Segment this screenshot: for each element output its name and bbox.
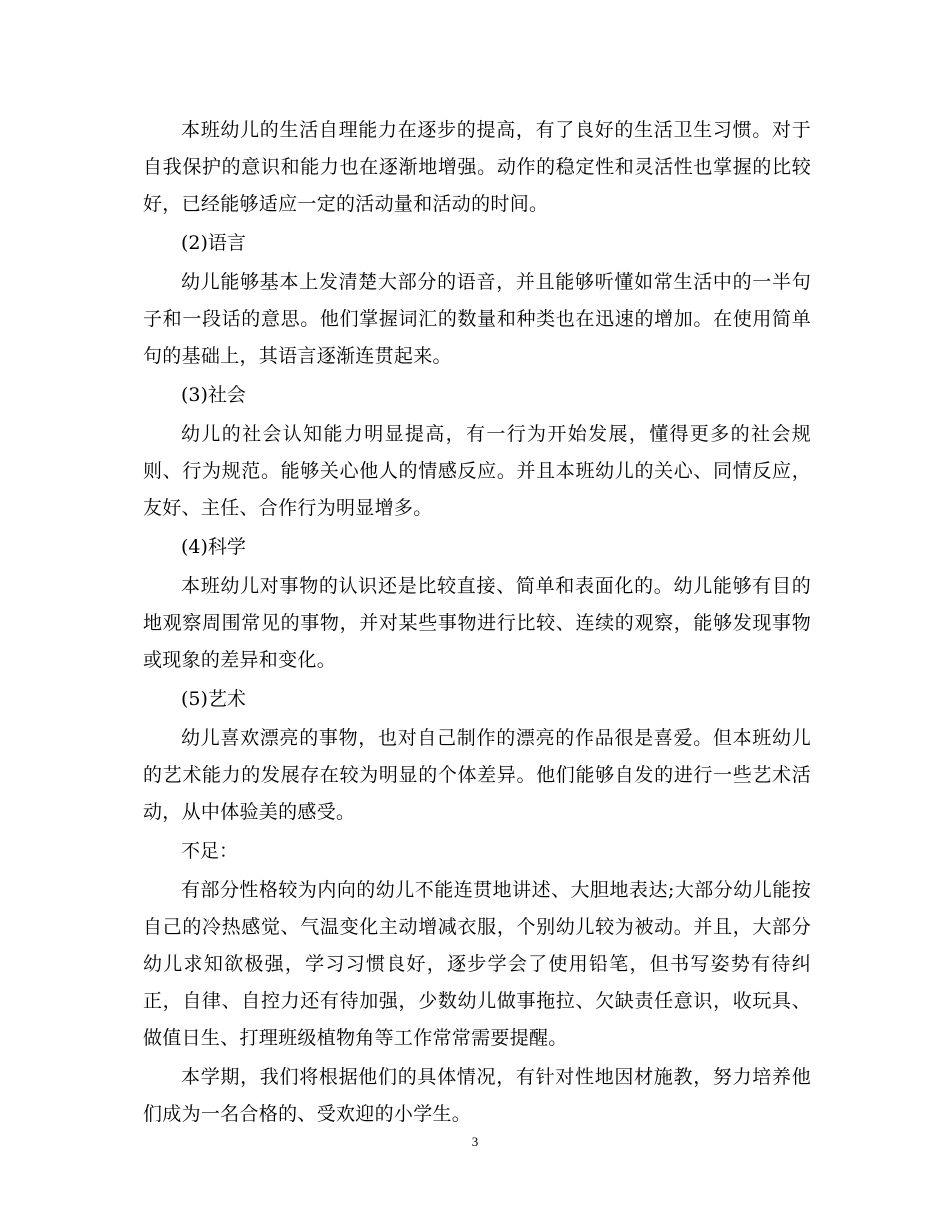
paragraph-shortcomings: 有部分性格较为内向的幼儿不能连贯地讲述、大胆地表达;大部分幼儿能按自己的冷热感觉、气温变化主动增减衣服，个别幼儿较为被动。并且，大部分幼儿求知欲极强，学习习惯良好，逐步学会了使用铅笔，但书写姿势有待纠正，自律、自控力还有待加强，少数幼儿做事拖拉、欠缺责任意识，收玩具、做值日生、打理班级植物角等工作常常需要提醒。 <box>143 879 811 1049</box>
document-body <box>143 112 811 1135</box>
paragraph-semester-plan: 本学期，我们将根据他们的具体情况，有针对性地因材施教，努力培养他们成为一名合格的、受欢迎的小学生。 <box>143 1066 811 1125</box>
heading-art: (5)艺术 <box>181 688 246 710</box>
heading-shortcomings: 不足： <box>181 840 239 862</box>
paragraph-science: 本班幼儿对事物的认识还是比较直接、简单和表面化的。幼儿能够有目的地观察周围常见的事物，并对某些事物进行比较、连续的观察，能够发现事物或现象的差异和变化。 <box>143 575 811 671</box>
paragraph-art: 幼儿喜欢漂亮的事物，也对自己制作的漂亮的作品很是喜爱。但本班幼儿的艺术能力的发展存在较为明显的个体差异。他们能够自发的进行一些艺术活动，从中体验美的感受。 <box>143 727 811 823</box>
heading-science: (4)科学 <box>181 536 246 558</box>
heading-society: (3)社会 <box>181 384 246 406</box>
paragraph-society: 幼儿的社会认知能力明显提高，有一行为开始发展，懂得更多的社会规则、行为规范。能够关心他人的情感反应。并且本班幼儿的关心、同情反应，友好、主任、合作行为明显增多。 <box>143 423 811 519</box>
heading-language: (2)语言 <box>181 232 246 254</box>
paragraph-language: 幼儿能够基本上发清楚大部分的语音，并且能够听懂如常生活中的一半句子和一段话的意思。他们掌握词汇的数量和种类也在迅速的增加。在使用简单句的基础上，其语言逐渐连贯起来。 <box>143 271 811 367</box>
page-number: 3 <box>471 1134 479 1149</box>
paragraph-self-care: 本班幼儿的生活自理能力在逐步的提高，有了良好的生活卫生习惯。对于自我保护的意识和能力也在逐渐地增强。动作的稳定性和灵活性也掌握的比较好，已经能够适应一定的活动量和活动的时间。 <box>143 119 811 215</box>
